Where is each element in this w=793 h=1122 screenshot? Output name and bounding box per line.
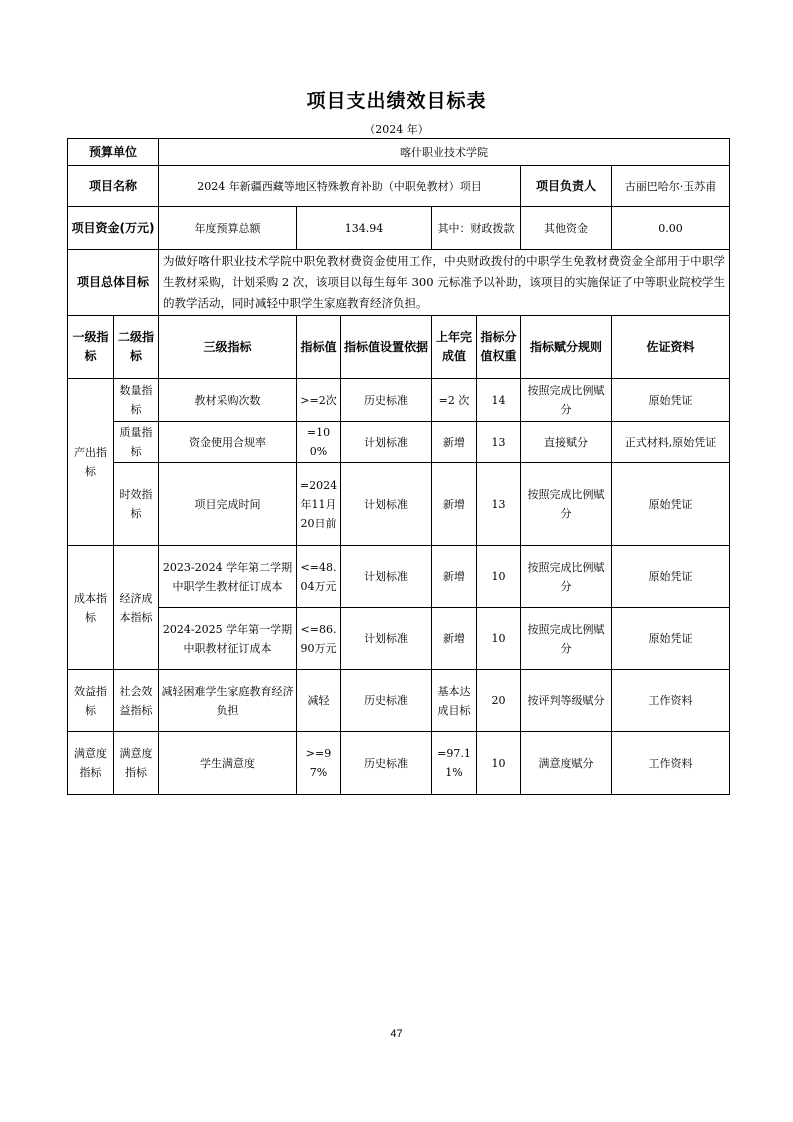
rule-cell: 按照完成比例赋分 xyxy=(521,546,612,608)
value-cell: >=2次 xyxy=(297,379,341,422)
rule-cell: 按照完成比例赋分 xyxy=(521,608,612,670)
evidence-cell: 正式材料,原始凭证 xyxy=(612,422,730,463)
level2-cell: 时效指标 xyxy=(114,463,159,546)
last-year-cell: 新增 xyxy=(432,608,477,670)
other-value: 0.00 xyxy=(612,207,730,250)
table-row xyxy=(68,379,730,422)
header-row xyxy=(68,316,730,379)
group-output: 产出指标 xyxy=(68,379,114,546)
value-cell: <=86.90万元 xyxy=(297,608,341,670)
year-subtitle: （2024 年） xyxy=(364,123,429,136)
annual-budget-value: 134.94 xyxy=(297,207,432,250)
weight-cell: 10 xyxy=(477,732,521,795)
level2-cell: 经济成本指标 xyxy=(114,546,159,670)
level3-cell: 资金使用合规率 xyxy=(159,422,297,463)
evidence-cell: 工作资料 xyxy=(612,732,730,795)
last-year-cell: =97.11% xyxy=(432,732,477,795)
level3-cell: 学生满意度 xyxy=(159,732,297,795)
header-last-year: 上年完成值 xyxy=(432,316,477,379)
project-name-row xyxy=(68,166,730,207)
rule-cell: 满意度赋分 xyxy=(521,732,612,795)
header-level2: 二级指标 xyxy=(114,316,159,379)
weight-cell: 13 xyxy=(477,463,521,546)
rule-cell: 按评判等级赋分 xyxy=(521,670,612,732)
basis-cell: 历史标准 xyxy=(341,670,432,732)
evidence-cell: 工作资料 xyxy=(612,670,730,732)
weight-cell: 13 xyxy=(477,422,521,463)
header-value: 指标值 xyxy=(297,316,341,379)
basis-cell: 计划标准 xyxy=(341,546,432,608)
goal-label: 项目总体目标 xyxy=(68,250,159,316)
table-row xyxy=(68,670,730,732)
other-label: 其他资金 xyxy=(521,207,612,250)
level3-cell: 减轻困难学生家庭教育经济负担 xyxy=(159,670,297,732)
basis-cell: 计划标准 xyxy=(341,422,432,463)
level2-cell: 质量指标 xyxy=(114,422,159,463)
header-basis: 指标值设置依据 xyxy=(341,316,432,379)
page-title: 项目支出绩效目标表 xyxy=(306,90,487,112)
basis-cell: 历史标准 xyxy=(341,732,432,795)
evidence-cell: 原始凭证 xyxy=(612,463,730,546)
fund-row xyxy=(68,207,730,250)
level3-cell: 教材采购次数 xyxy=(159,379,297,422)
annual-budget-label: 年度预算总额 xyxy=(159,207,297,250)
unit-label: 预算单位 xyxy=(68,139,159,166)
header-weight: 指标分值权重 xyxy=(477,316,521,379)
rule-cell: 直接赋分 xyxy=(521,422,612,463)
level2-cell: 满意度指标 xyxy=(114,732,159,795)
table-row xyxy=(68,608,730,670)
value-cell: 减轻 xyxy=(297,670,341,732)
last-year-cell: 新增 xyxy=(432,422,477,463)
group-benefit: 效益指标 xyxy=(68,670,114,732)
basis-cell: 计划标准 xyxy=(341,608,432,670)
group-satisfaction: 满意度指标 xyxy=(68,732,114,795)
rule-cell: 按照完成比例赋分 xyxy=(521,379,612,422)
weight-cell: 10 xyxy=(477,546,521,608)
table-row xyxy=(68,422,730,463)
header-level3: 三级指标 xyxy=(159,316,297,379)
basis-cell: 历史标准 xyxy=(341,379,432,422)
fiscal-label: 其中：财政拨款 xyxy=(432,207,521,250)
leader-label: 项目负责人 xyxy=(521,166,612,207)
fund-label: 项目资金(万元) xyxy=(68,207,159,250)
evidence-cell: 原始凭证 xyxy=(612,546,730,608)
level3-cell: 2024-2025 学年第一学期中职教材征订成本 xyxy=(159,608,297,670)
last-year-cell: =2 次 xyxy=(432,379,477,422)
unit-row xyxy=(68,139,730,166)
leader-value: 古丽巴哈尔·玉苏甫 xyxy=(612,166,730,207)
project-name-label: 项目名称 xyxy=(68,166,159,207)
level3-cell: 项目完成时间 xyxy=(159,463,297,546)
weight-cell: 20 xyxy=(477,670,521,732)
group-cost: 成本指标 xyxy=(68,546,114,670)
level2-cell: 数量指标 xyxy=(114,379,159,422)
level2-cell: 社会效益指标 xyxy=(114,670,159,732)
header-level1: 一级指标 xyxy=(68,316,114,379)
weight-cell: 14 xyxy=(477,379,521,422)
weight-cell: 10 xyxy=(477,608,521,670)
evidence-cell: 原始凭证 xyxy=(612,379,730,422)
page-number: 47 xyxy=(390,1028,403,1040)
table-row xyxy=(68,546,730,608)
last-year-cell: 基本达成目标 xyxy=(432,670,477,732)
rule-cell: 按照完成比例赋分 xyxy=(521,463,612,546)
unit-value: 喀什职业技术学院 xyxy=(159,139,730,166)
header-rule: 指标赋分规则 xyxy=(521,316,612,379)
value-cell: >=97% xyxy=(297,732,341,795)
value-cell: <=48.04万元 xyxy=(297,546,341,608)
last-year-cell: 新增 xyxy=(432,463,477,546)
level3-cell: 2023-2024 学年第二学期中职学生教材征订成本 xyxy=(159,546,297,608)
last-year-cell: 新增 xyxy=(432,546,477,608)
project-name-value: 2024 年新疆西藏等地区特殊教育补助（中职免教材）项目 xyxy=(159,166,521,207)
table-row xyxy=(68,732,730,795)
header-evidence: 佐证资料 xyxy=(612,316,730,379)
basis-cell: 计划标准 xyxy=(341,463,432,546)
value-cell: =100% xyxy=(297,422,341,463)
value-cell: =2024年11月20日前 xyxy=(297,463,341,546)
goal-text: 为做好喀什职业技术学院中职免教材费资金使用工作，中央财政拨付的中职学生免教材费资金全部用于中职学生教材采购，计划采购 2 次，该项目以每生每年 300 元标准予以补助，该项目的实施保证了中等职业院校学生的教学活动，同时减轻中职学生家庭教育经济负担。 xyxy=(159,250,730,316)
evidence-cell: 原始凭证 xyxy=(612,608,730,670)
table-row xyxy=(68,463,730,546)
goal-row xyxy=(68,250,730,316)
performance-table xyxy=(67,138,730,795)
